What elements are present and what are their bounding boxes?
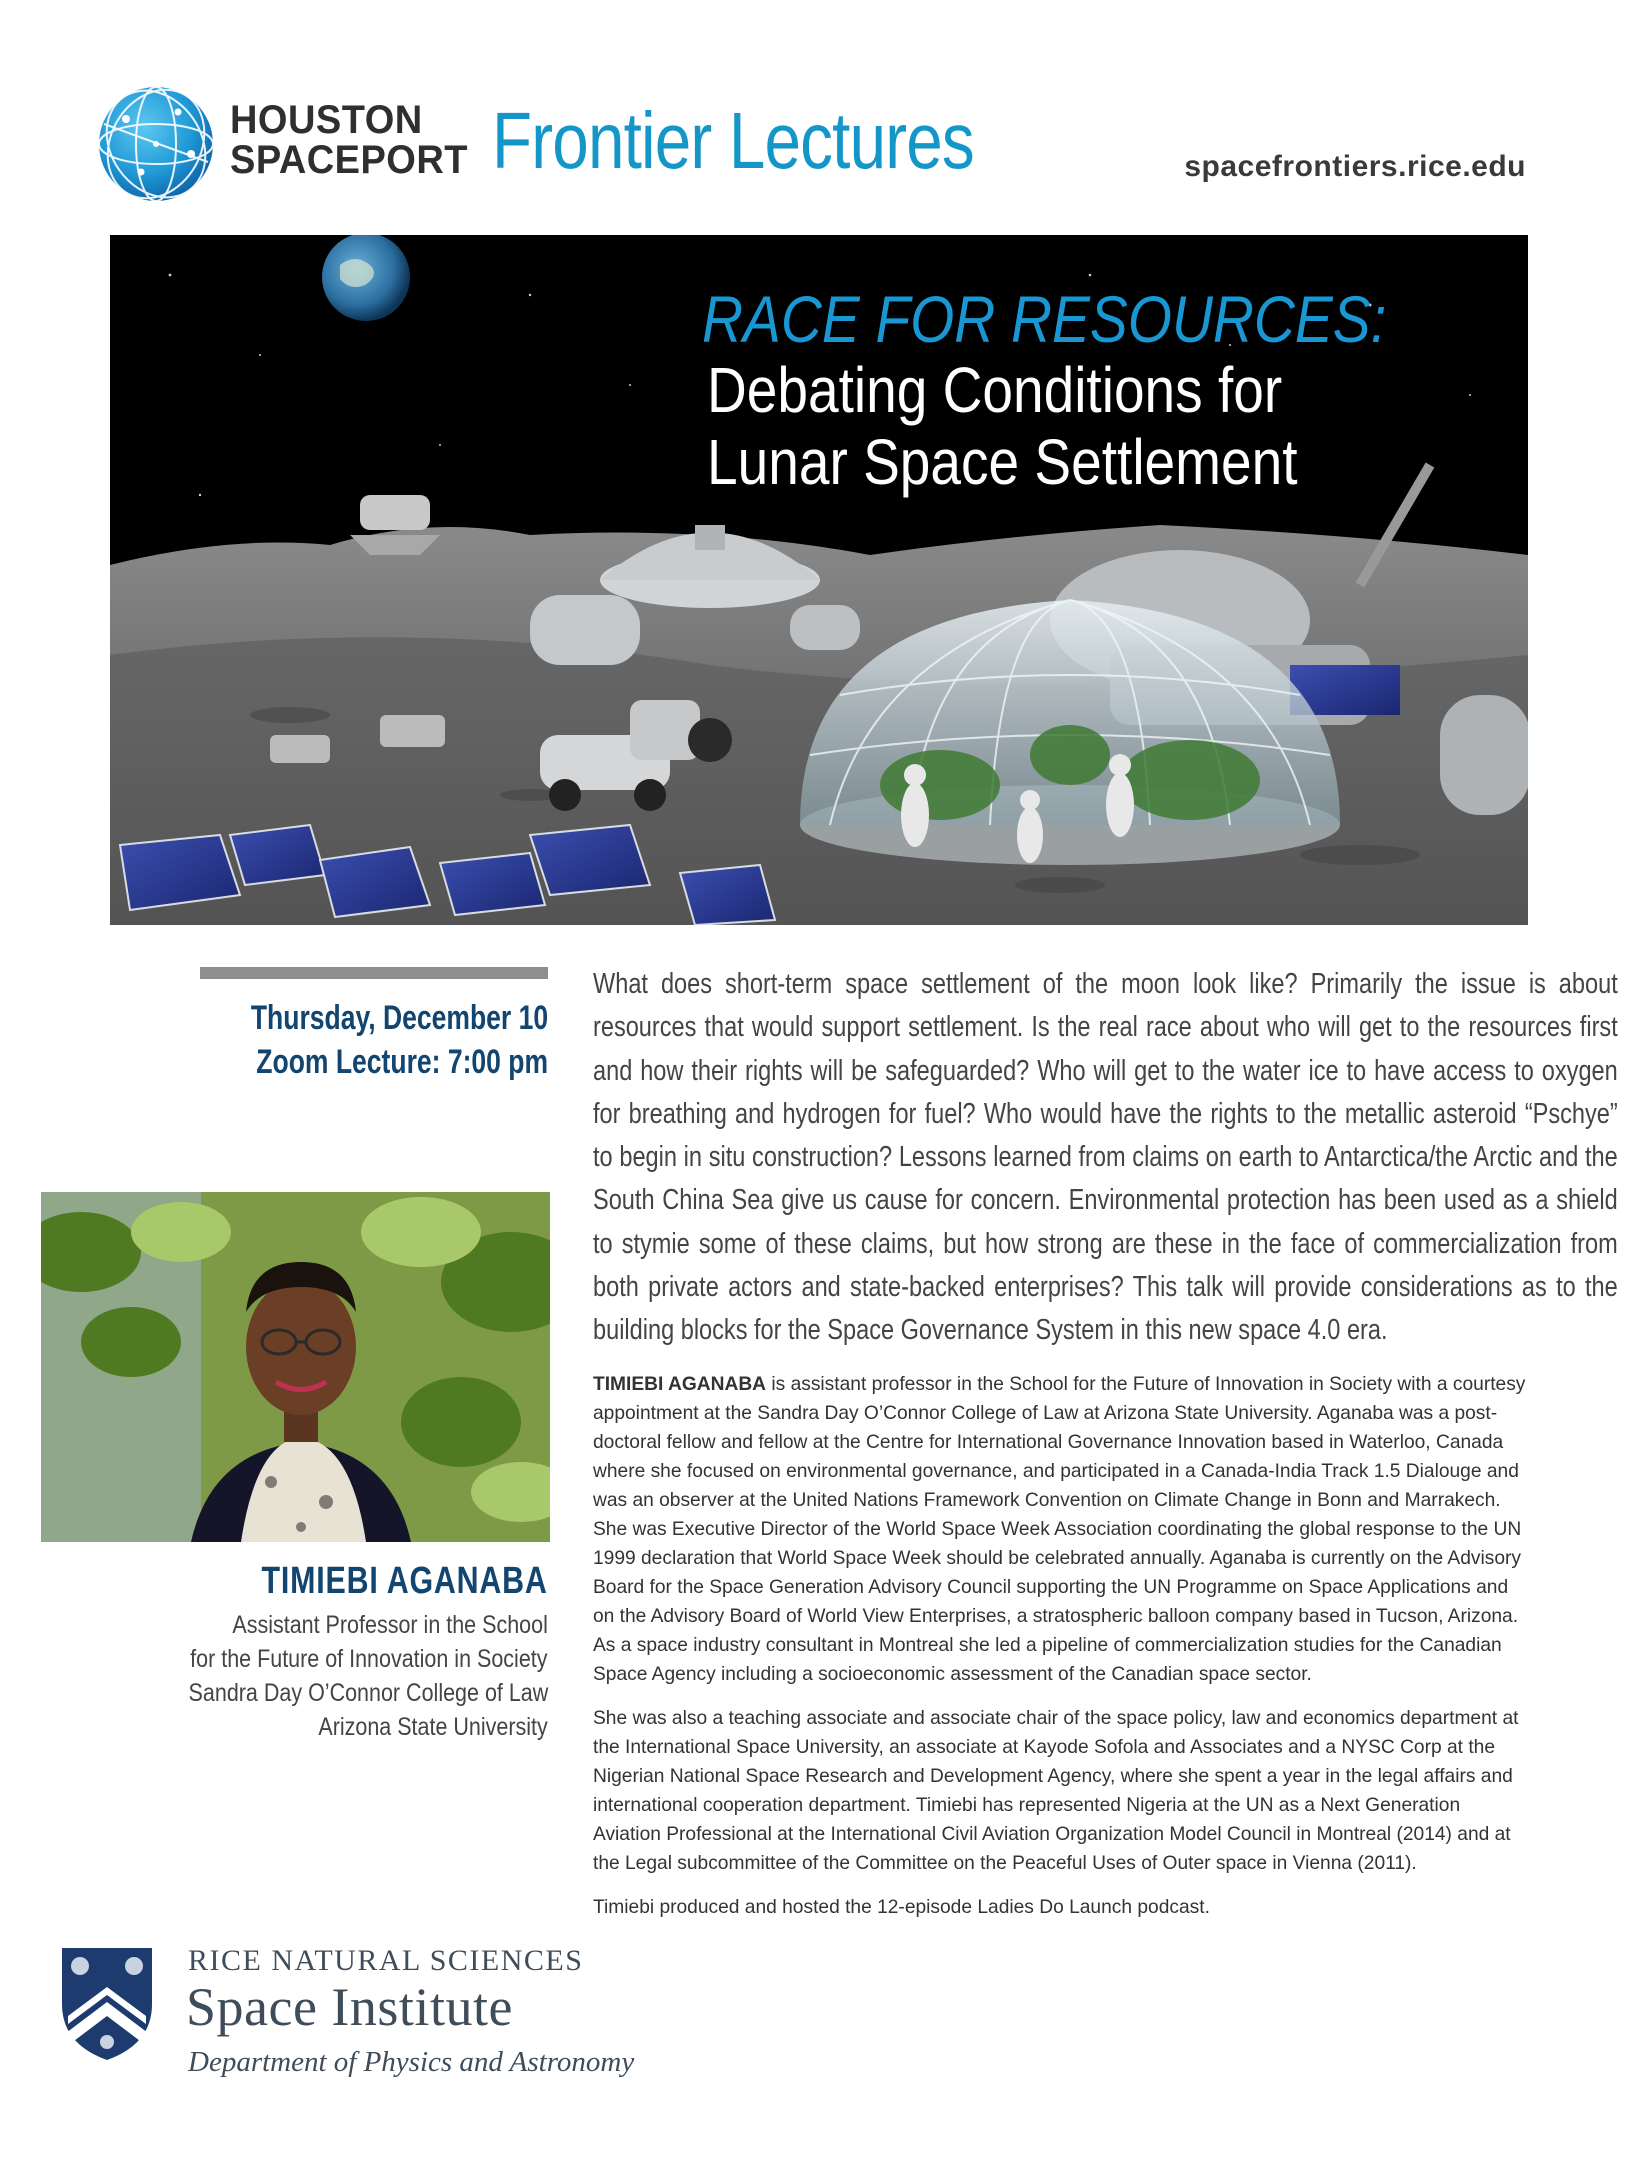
speaker-name: TIMIEBI AGANABA <box>261 1560 548 1602</box>
globe-icon <box>96 84 216 204</box>
bio-paragraph-1-text: is assistant professor in the School for the Future of Innovation in Society with a courtesy appointment at the Sandra Day O’Connor College of Law at Arizona State University. Aganaba was a post-doctoral fellow and fellow at the Centre for International Governance Innovation based in Waterloo, Canada where she focused on environmental governance, and participated in a Canada-India Track 1.5 Dialouge and was an observer at the United Nations Framework Convention on Climate Change in Bonn and Marrakech. She was Executive Director of the World Space Week Association coordinating the global response to the UN 1999 declaration that World Space Week should be celebrated annually. Aganaba is currently on the Advisory Board for the Space Generation Advisory Council supporting the UN Programme on Space Applications and on the Advisory Board of World View Enterprises, a stratospheric balloon company based in Tucson, Arizona. As a space industry consultant in Montreal she led a pipeline of commercialization studies for the Canadian Space Agency including a socioeconomic assessment of the Canadian space sector. <box>593 1374 1526 1685</box>
org-name-line-1: HOUSTON <box>230 98 423 142</box>
speaker-affiliation-line: Arizona State University <box>318 1713 548 1741</box>
bio-paragraph <box>593 1370 1531 1689</box>
hero-image <box>110 235 1528 925</box>
speaker-portrait <box>41 1192 550 1542</box>
org-name-line-2: SPACEPORT <box>230 138 468 182</box>
speaker-bio <box>593 1370 1531 1937</box>
series-title: Frontier Lectures <box>492 96 974 185</box>
bio-name-lead: TIMIEBI AGANABA <box>593 1374 767 1395</box>
footer-org-line: RICE NATURAL SCIENCES <box>188 1944 584 1977</box>
footer-institute-name: Space Institute <box>186 1977 513 2037</box>
speaker-affiliation-line: Sandra Day O’Connor College of Law <box>188 1679 548 1707</box>
website-link[interactable]: spacefrontiers.rice.edu <box>1184 150 1526 183</box>
footer-department: Department of Physics and Astronomy <box>188 2046 635 2078</box>
hero-title-line-2: Lunar Space Settlement <box>707 426 1298 498</box>
hero-title-line-1: Debating Conditions for <box>707 354 1283 426</box>
event-time: Zoom Lecture: 7:00 pm <box>256 1043 548 1081</box>
rice-shield-icon <box>58 1944 156 2064</box>
speaker-affiliation-line: Assistant Professor in the School <box>232 1611 548 1639</box>
bio-paragraph: She was also a teaching associate and associate chair of the space policy, law and economics department at the International Space University, an associate at Kayode Sofola and Associates and a NYSC Corp at the Nigerian National Space Research and Development Agency, where she spent a year in the legal affairs and international cooperation department. Timiebi has represented Nigeria at the UN as a Next Generation Aviation Professional at the International Civil Aviation Organization Model Council in Montreal (2014) and at the Legal subcommittee of the Committee on the Peaceful Uses of Outer space in Vienna (2011). <box>593 1708 1519 1874</box>
lecture-abstract: What does short-term space settlement of the moon look like? Primarily the issue is about resources that would support settlement. Is the real race about who will get to the resources first and how their rights will be safeguarded? Who will get to the water ice to have access to oxygen for breathing and hydrogen for fuel? Who would have the rights to the metallic asteroid “Pschye” to begin in situ construction? Lessons learned from claims on earth to Antarctica/the Arctic and the South China Sea give us cause for concern. Environmental protection has been used as a shield to stymie some of these claims, but how strong are these in the face of commercialization from both private actors and state-backed enterprises? This talk will provide considerations as to the building blocks for the Space Governance System in this new space 4.0 era. <box>593 968 1618 1347</box>
event-date: Thursday, December 10 <box>250 999 548 1037</box>
hero-kicker: RACE FOR RESOURCES: <box>702 282 1387 356</box>
section-divider <box>200 967 548 979</box>
speaker-photo-illustration <box>41 1192 550 1542</box>
bio-paragraph: Timiebi produced and hosted the 12-episode Ladies Do Launch podcast. <box>593 1897 1210 1918</box>
speaker-affiliation-line: for the Future of Innovation in Society <box>190 1645 548 1673</box>
